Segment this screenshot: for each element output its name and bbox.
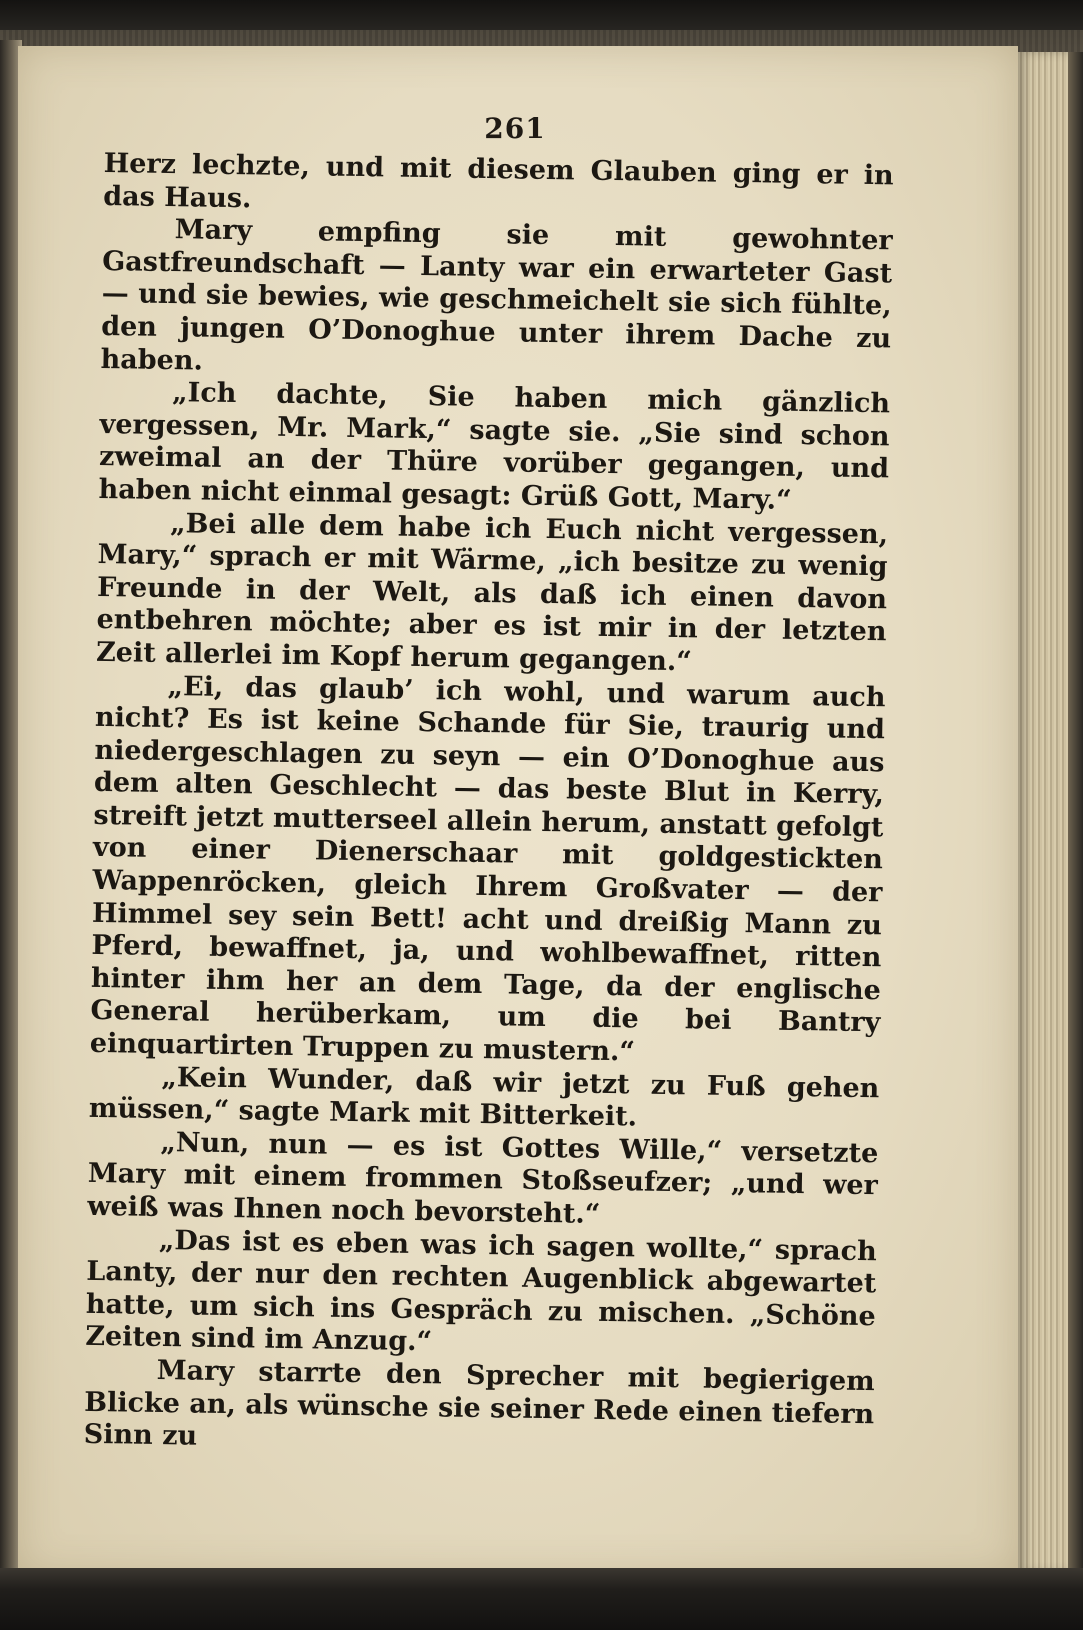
paragraph: Herz lechzte, und mit diesem Glauben ging er in das Haus. — [103, 148, 894, 214]
paragraph: Mary empfing sie mit gewohnter Gastfreundschaft — Lanty war ein erwarteter Gast — und sie bewies, wie geschmeichelt sie sich fühlte, den jungen O’Donoghue unter ihrem Dache zu haben. — [100, 214, 893, 377]
page-edges-shadow — [1068, 52, 1083, 1572]
paragraph: „Kein Wunder, daß wir jetzt zu Fuß gehen müssen,“ sagte Mark mit Bitterkeit. — [88, 1061, 880, 1133]
book-cover-bottom — [0, 1568, 1083, 1630]
page-number: 261 — [484, 112, 546, 145]
paragraph: „Nun, nun — es ist Gottes Wille,“ versetzte Mary mit einem frommen Stoßseufzer; „und wer weiß was Ihnen noch bevorsteht.“ — [87, 1126, 879, 1230]
page-text — [84, 148, 894, 1464]
paragraph: „Ich dachte, Sie haben mich gänzlich vergessen, Mr. Mark,“ sagte sie. „Sie sind schon zweimal an der Thüre vorüber gegangen, und haben nicht einmal gesagt: Grüß Gott, Mary.“ — [98, 377, 891, 516]
paragraph: „Ei, das glaub’ ich wohl, und warum auch nicht? Es ist keine Schande für Sie, traurig und niedergeschlagen zu seyn — ein O’Donoghue aus dem alten Geschlecht — das beste Blut in Kerry, streift jetzt mutterseel allein herum, anstatt gefolgt von einer Dienerschaar mit goldgestickten Wappenröcken, gleich Ihrem Großvater — der Himmel sey sein Bett! acht und dreißig Mann zu Pferd, bewaffnet, ja, und wohlbewaffnet, ritten hinter ihm her an dem Tage, da der englische General herüberkam, um die bei Bantry einquartirten Truppen zu mustern.“ — [89, 670, 886, 1068]
page-edges — [1018, 52, 1070, 1572]
paragraph: „Das ist es eben was ich sagen wollte,“ sprach Lanty, der nur den rechten Augenblick abgewartet hatte, um sich ins Gespräch zu mischen. „Schöne Zeiten sind im Anzug.“ — [85, 1224, 878, 1358]
paragraph: Mary starrte den Sprecher mit begierigem Blicke an, als wünsche sie seiner Rede einen tiefern Sinn zu — [83, 1354, 875, 1452]
paragraph: „Bei alle dem habe ich Euch nicht vergessen, Mary,“ sprach er mit Wärme, „ich besitze zu wenig Freunde in der Welt, als daß ich einen davon entbehren möchte; aber es ist mir in der letzten Zeit allerlei im Kopf herum gegangen.“ — [95, 507, 889, 678]
